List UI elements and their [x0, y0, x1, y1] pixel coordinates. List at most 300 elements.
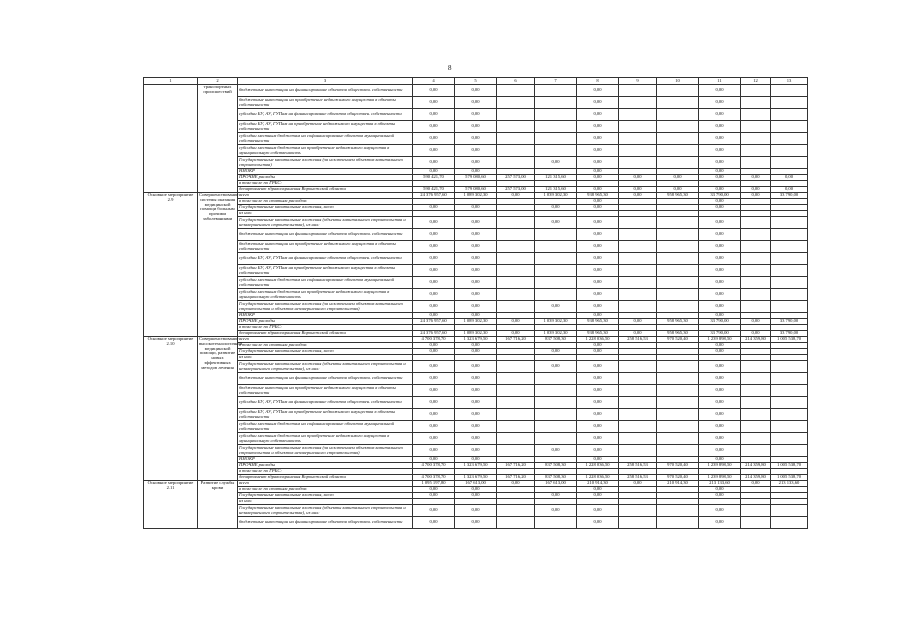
amount-cell: 0,00 [699, 217, 741, 229]
amount-cell: 1 039 302,30 [535, 319, 577, 325]
amount-cell: 258 516,53 [619, 463, 657, 469]
amount-cell: 0,00 [699, 409, 741, 421]
amount-cell: 0,00 [413, 157, 455, 169]
amount-cell: 0,00 [455, 433, 497, 445]
amount-cell: 0,00 [413, 169, 455, 175]
amount-cell: 0,00 [699, 109, 741, 121]
amount-cell [771, 373, 808, 385]
amount-cell: 0,00 [413, 121, 455, 133]
event-name-cell: Совершенствование системы оказания медицинской помощи больным прочими заболеваниями [198, 193, 238, 337]
amount-cell [741, 277, 771, 289]
amount-cell: 0,00 [577, 241, 619, 253]
amount-cell [497, 145, 535, 157]
amount-cell [619, 217, 657, 229]
amount-cell: 0,00 [699, 199, 741, 205]
amount-cell: 938 965,30 [577, 193, 619, 199]
amount-cell [535, 229, 577, 241]
amount-cell: 0,00 [699, 133, 741, 145]
amount-cell: 0,00 [577, 487, 619, 493]
amount-cell: 24 376 957,60 [413, 331, 455, 337]
expense-label: субсидии БУ, АУ, ГУПам на финансирование объектов обществен. собственности [238, 109, 413, 121]
amount-cell: 958 965,30 [657, 319, 699, 325]
amount-cell [619, 505, 657, 517]
amount-cell: 0,00 [577, 373, 619, 385]
amount-cell: 0,00 [455, 445, 497, 457]
amount-cell [771, 217, 808, 229]
expense-label: бюджетные инвестиции на финансирование объектов обществен. собственности [238, 517, 413, 529]
amount-cell: 0,00 [413, 517, 455, 529]
column-number: 3 [238, 78, 413, 85]
amount-cell: 0,00 [413, 241, 455, 253]
expense-label: департамент здравоохранения Воронежской области [238, 475, 413, 481]
expense-label: Государственные капитальные вложения, всего [238, 349, 413, 355]
amount-cell: 210 914,30 [577, 481, 619, 487]
column-number-row [144, 78, 808, 85]
expense-label: Государственные капитальные вложения (за исключением объектов капитального строительства и объектов незавершенного строительства) [238, 445, 413, 457]
amount-cell: 258 516,53 [619, 337, 657, 343]
table-row [144, 517, 808, 529]
amount-cell [535, 265, 577, 277]
amount-cell [619, 361, 657, 373]
amount-cell: 1 239 898,50 [699, 463, 741, 469]
amount-cell [535, 289, 577, 301]
amount-cell [741, 373, 771, 385]
amount-cell: 0,00 [535, 361, 577, 373]
amount-cell [657, 517, 699, 529]
amount-cell: 0,00 [577, 433, 619, 445]
amount-cell: 0,00 [741, 331, 771, 337]
amount-cell: 837 508,30 [535, 463, 577, 469]
amount-cell: 0,00 [413, 349, 455, 355]
amount-cell [497, 433, 535, 445]
amount-cell [619, 373, 657, 385]
table-row [144, 97, 808, 109]
amount-cell: 0,00 [455, 487, 497, 493]
amount-cell [497, 385, 535, 397]
expense-label: субсидии БУ, АУ, ГУПам на приобретение недвижимого имущества в объекты собственности [238, 121, 413, 133]
amount-cell: 0,00 [619, 319, 657, 325]
amount-cell: 0,00 [577, 385, 619, 397]
amount-cell [619, 97, 657, 109]
amount-cell: 0,00 [771, 187, 808, 193]
amount-cell [497, 361, 535, 373]
amount-cell [619, 85, 657, 97]
column-number: 4 [413, 78, 455, 85]
table-row [144, 277, 808, 289]
amount-cell [657, 397, 699, 409]
amount-cell: 0,00 [413, 385, 455, 397]
amount-cell: 0,00 [619, 175, 657, 181]
amount-cell [771, 301, 808, 313]
column-number: 11 [699, 78, 741, 85]
amount-cell: 167 613,00 [535, 481, 577, 487]
amount-cell [771, 229, 808, 241]
amount-cell: 33 790,00 [771, 331, 808, 337]
table-row [144, 145, 808, 157]
amount-cell: 0,00 [619, 481, 657, 487]
expense-label: всего [238, 193, 413, 199]
amount-cell [619, 229, 657, 241]
amount-cell [619, 241, 657, 253]
expense-label: всего [238, 481, 413, 487]
amount-cell: 970 520,40 [657, 475, 699, 481]
amount-cell [619, 397, 657, 409]
amount-cell: 0,00 [699, 289, 741, 301]
amount-cell [535, 373, 577, 385]
amount-cell [771, 385, 808, 397]
expense-label: департамент здравоохранения Воронежской области [238, 331, 413, 337]
amount-cell [535, 385, 577, 397]
amount-cell: 0,00 [771, 175, 808, 181]
expense-label: Государственные капитальные вложения, всего [238, 205, 413, 211]
amount-cell [619, 409, 657, 421]
amount-cell [771, 85, 808, 97]
event-code-cell: Основное мероприятие 2.11 [144, 481, 198, 529]
amount-cell [619, 133, 657, 145]
table-row [144, 289, 808, 301]
amount-cell: 1 095 197,80 [413, 481, 455, 487]
amount-cell: 0,00 [741, 193, 771, 199]
column-number: 5 [455, 78, 497, 85]
amount-cell [497, 241, 535, 253]
amount-cell [497, 157, 535, 169]
amount-cell [771, 157, 808, 169]
expense-label: НИОКР [238, 313, 413, 319]
amount-cell: 1 005 538,70 [771, 463, 808, 469]
amount-cell: 0,00 [413, 457, 455, 463]
amount-cell [619, 157, 657, 169]
amount-cell: 210 914,30 [657, 481, 699, 487]
amount-cell: 0,00 [455, 97, 497, 109]
amount-cell: 1 039 302,30 [535, 193, 577, 199]
expense-label: Государственные капитальные вложения, всего [238, 493, 413, 499]
expense-label: бюджетные инвестиции на приобретение недвижимого имущества в объекты собственности [238, 241, 413, 253]
amount-cell: 0,00 [577, 199, 619, 205]
amount-cell [657, 133, 699, 145]
expense-label: субсидии местным бюджетам на приобретение недвижимого имущества в муниципальную собственность [238, 289, 413, 301]
amount-cell [657, 157, 699, 169]
amount-cell [535, 97, 577, 109]
amount-cell [619, 265, 657, 277]
amount-cell: 970 520,40 [657, 463, 699, 469]
amount-cell: 0,00 [699, 175, 741, 181]
amount-cell: 0,00 [455, 517, 497, 529]
amount-cell: 0,00 [577, 205, 619, 211]
table-row [144, 133, 808, 145]
amount-cell [771, 397, 808, 409]
amount-cell: 0,00 [699, 397, 741, 409]
amount-cell: 0,00 [497, 319, 535, 325]
amount-cell [535, 277, 577, 289]
amount-cell [771, 517, 808, 529]
amount-cell: 0,00 [577, 409, 619, 421]
amount-cell [741, 517, 771, 529]
amount-cell: 0,00 [455, 145, 497, 157]
amount-cell [619, 445, 657, 457]
amount-cell [535, 121, 577, 133]
amount-cell [657, 505, 699, 517]
amount-cell [741, 145, 771, 157]
amount-cell: 938 965,30 [577, 319, 619, 325]
amount-cell [497, 445, 535, 457]
amount-cell: 0,00 [699, 301, 741, 313]
amount-cell: 0,00 [413, 277, 455, 289]
amount-cell: 0,00 [699, 433, 741, 445]
amount-cell [619, 121, 657, 133]
amount-cell: 0,00 [699, 517, 741, 529]
table-row [144, 265, 808, 277]
amount-cell: 0,00 [577, 121, 619, 133]
amount-cell: 0,00 [699, 241, 741, 253]
amount-cell [741, 289, 771, 301]
amount-cell [657, 301, 699, 313]
amount-cell [741, 397, 771, 409]
amount-cell: 214 359,80 [741, 337, 771, 343]
amount-cell: 0,00 [413, 421, 455, 433]
amount-cell: 0,00 [741, 187, 771, 193]
amount-cell: 167 716,20 [497, 463, 535, 469]
amount-cell: 837 508,30 [535, 337, 577, 343]
amount-cell [497, 109, 535, 121]
expense-label: департамент здравоохранения Воронежской области [238, 187, 413, 193]
amount-cell: 0,00 [455, 85, 497, 97]
amount-cell: 0,00 [577, 343, 619, 349]
amount-cell: 24 376 957,60 [413, 193, 455, 199]
amount-cell [771, 421, 808, 433]
amount-cell: 0,00 [699, 361, 741, 373]
amount-cell [741, 109, 771, 121]
expense-label: бюджетные инвестиции на приобретение недвижимого имущества в объекты собственности [238, 385, 413, 397]
table-row [144, 109, 808, 121]
amount-cell: 257 573,00 [497, 187, 535, 193]
column-number: 8 [577, 78, 619, 85]
event-name-cell: транспортных происшествий [198, 85, 238, 193]
amount-cell [619, 109, 657, 121]
amount-cell: 0,00 [577, 445, 619, 457]
amount-cell: 0,00 [455, 301, 497, 313]
table-row [144, 217, 808, 229]
amount-cell [741, 421, 771, 433]
amount-cell [741, 229, 771, 241]
amount-cell: 590 421,70 [413, 175, 455, 181]
amount-cell [535, 433, 577, 445]
amount-cell [657, 109, 699, 121]
amount-cell: 0,00 [413, 505, 455, 517]
amount-cell [771, 289, 808, 301]
amount-cell [741, 505, 771, 517]
event-code-cell: Основное мероприятие 2.9 [144, 193, 198, 337]
table-row [144, 445, 808, 457]
amount-cell: 0,00 [413, 361, 455, 373]
expense-label: бюджетные инвестиции на приобретение недвижимого имущества в объекты собственности [238, 97, 413, 109]
amount-cell: 0,00 [577, 169, 619, 175]
amount-cell [657, 445, 699, 457]
amount-cell: 0,00 [741, 175, 771, 181]
table-row [144, 241, 808, 253]
amount-cell: 0,00 [455, 205, 497, 211]
table-row [144, 253, 808, 265]
amount-cell: 0,00 [455, 253, 497, 265]
amount-cell: 0,00 [577, 301, 619, 313]
amount-cell: 257 573,00 [497, 175, 535, 181]
amount-cell: 0,00 [699, 265, 741, 277]
amount-cell [741, 301, 771, 313]
expense-label: ПРОЧИЕ расходы [238, 175, 413, 181]
amount-cell: 1 228 036,50 [577, 475, 619, 481]
amount-cell [657, 433, 699, 445]
expense-label: в том числе по статьям расходов: [238, 199, 413, 205]
amount-cell: 0,00 [535, 205, 577, 211]
amount-cell: 0,00 [413, 109, 455, 121]
amount-cell [535, 409, 577, 421]
table-row [144, 373, 808, 385]
amount-cell: 0,00 [699, 457, 741, 463]
amount-cell [657, 289, 699, 301]
amount-cell [657, 265, 699, 277]
amount-cell: 33 790,00 [699, 193, 741, 199]
amount-cell: 0,00 [413, 397, 455, 409]
amount-cell: 33 790,00 [699, 331, 741, 337]
amount-cell: 0,00 [455, 343, 497, 349]
amount-cell: 0,00 [577, 157, 619, 169]
amount-cell [497, 133, 535, 145]
column-number: 2 [198, 78, 238, 85]
amount-cell: 33 790,00 [771, 193, 808, 199]
expense-label: в том числе по ГРБС: [238, 181, 413, 187]
column-number: 1 [144, 78, 198, 85]
amount-cell: 0,00 [413, 289, 455, 301]
amount-cell: 0,00 [413, 145, 455, 157]
amount-cell [657, 97, 699, 109]
amount-cell [657, 409, 699, 421]
amount-cell: 0,00 [577, 349, 619, 355]
amount-cell: 0,00 [577, 187, 619, 193]
amount-cell: 0,00 [413, 313, 455, 319]
amount-cell: 0,00 [619, 193, 657, 199]
amount-cell [657, 229, 699, 241]
amount-cell: 0,00 [413, 205, 455, 211]
table-row [144, 385, 808, 397]
amount-cell [619, 277, 657, 289]
amount-cell: 0,00 [455, 121, 497, 133]
amount-cell: 0,00 [699, 421, 741, 433]
amount-cell: 0,00 [455, 349, 497, 355]
amount-cell: 0,00 [413, 493, 455, 499]
amount-cell: 0,00 [455, 133, 497, 145]
amount-cell [497, 409, 535, 421]
amount-cell [497, 229, 535, 241]
amount-cell [535, 109, 577, 121]
amount-cell [771, 145, 808, 157]
amount-cell: 0,00 [413, 97, 455, 109]
amount-cell [497, 301, 535, 313]
expense-label: в том числе по ГРБС: [238, 325, 413, 331]
amount-cell: 213 133,60 [771, 481, 808, 487]
amount-cell: 121 315,60 [535, 175, 577, 181]
amount-cell [619, 301, 657, 313]
expense-label: НИОКР [238, 169, 413, 175]
amount-cell: 0,00 [619, 331, 657, 337]
column-number: 9 [619, 78, 657, 85]
amount-cell: 0,00 [455, 397, 497, 409]
expense-label: из них: [238, 211, 413, 217]
amount-cell: 590 421,70 [413, 187, 455, 193]
amount-cell: 0,00 [577, 397, 619, 409]
amount-cell: 1 323 679,50 [455, 475, 497, 481]
column-number: 7 [535, 78, 577, 85]
amount-cell [497, 121, 535, 133]
amount-cell [741, 157, 771, 169]
amount-cell [619, 433, 657, 445]
amount-cell: 0,00 [455, 289, 497, 301]
amount-cell [535, 397, 577, 409]
amount-cell: 0,00 [497, 331, 535, 337]
amount-cell: 0,00 [455, 505, 497, 517]
amount-cell: 0,00 [577, 145, 619, 157]
amount-cell: 0,00 [577, 277, 619, 289]
amount-cell [497, 265, 535, 277]
amount-cell: 1 039 302,30 [535, 331, 577, 337]
expense-label: субсидии местным бюджетам на приобретение недвижимого имущества в муниципальную собственность [238, 433, 413, 445]
amount-cell: 0,00 [413, 433, 455, 445]
amount-cell: 0,00 [497, 481, 535, 487]
amount-cell: 0,00 [699, 313, 741, 319]
amount-cell [771, 277, 808, 289]
amount-cell: 4 700 378,70 [413, 337, 455, 343]
amount-cell: 0,00 [413, 85, 455, 97]
amount-cell: 0,00 [455, 217, 497, 229]
amount-cell [619, 145, 657, 157]
amount-cell: 0,00 [535, 493, 577, 499]
amount-cell [497, 397, 535, 409]
amount-cell [497, 277, 535, 289]
amount-cell: 167 716,20 [497, 337, 535, 343]
amount-cell: 0,00 [413, 445, 455, 457]
amount-cell [657, 373, 699, 385]
table-row [144, 229, 808, 241]
amount-cell: 0,00 [699, 349, 741, 355]
amount-cell: 0,00 [699, 487, 741, 493]
amount-cell [497, 97, 535, 109]
table-row [144, 409, 808, 421]
amount-cell: 1 323 679,50 [455, 463, 497, 469]
column-number: 12 [741, 78, 771, 85]
event-name-cell: Совершенствование высокотехнологичной медицинской помощи, развитие новых эффективных методов лечения [198, 337, 238, 481]
expense-label: ПРОЧИЕ расходы [238, 319, 413, 325]
amount-cell [497, 373, 535, 385]
expense-label: в том числе по статьям расходов: [238, 343, 413, 349]
amount-cell [741, 433, 771, 445]
amount-cell: 1 323 679,50 [455, 337, 497, 343]
amount-cell [619, 421, 657, 433]
amount-cell: 0,00 [535, 157, 577, 169]
amount-cell: 0,00 [699, 145, 741, 157]
amount-cell [619, 385, 657, 397]
amount-cell: 0,00 [455, 229, 497, 241]
amount-cell: 0,00 [455, 169, 497, 175]
expense-label: Государственные капитальные вложения (за исключением объектов капитального строительства и объектов незавершенного строительства) [238, 301, 413, 313]
amount-cell [497, 421, 535, 433]
amount-cell [741, 385, 771, 397]
amount-cell: 579 080,60 [455, 187, 497, 193]
amount-cell: 0,00 [413, 229, 455, 241]
amount-cell: 0,00 [455, 157, 497, 169]
amount-cell: 0,00 [699, 97, 741, 109]
amount-cell [497, 289, 535, 301]
amount-cell: 0,00 [699, 253, 741, 265]
amount-cell: 0,00 [535, 301, 577, 313]
expense-label: из них: [238, 355, 413, 361]
